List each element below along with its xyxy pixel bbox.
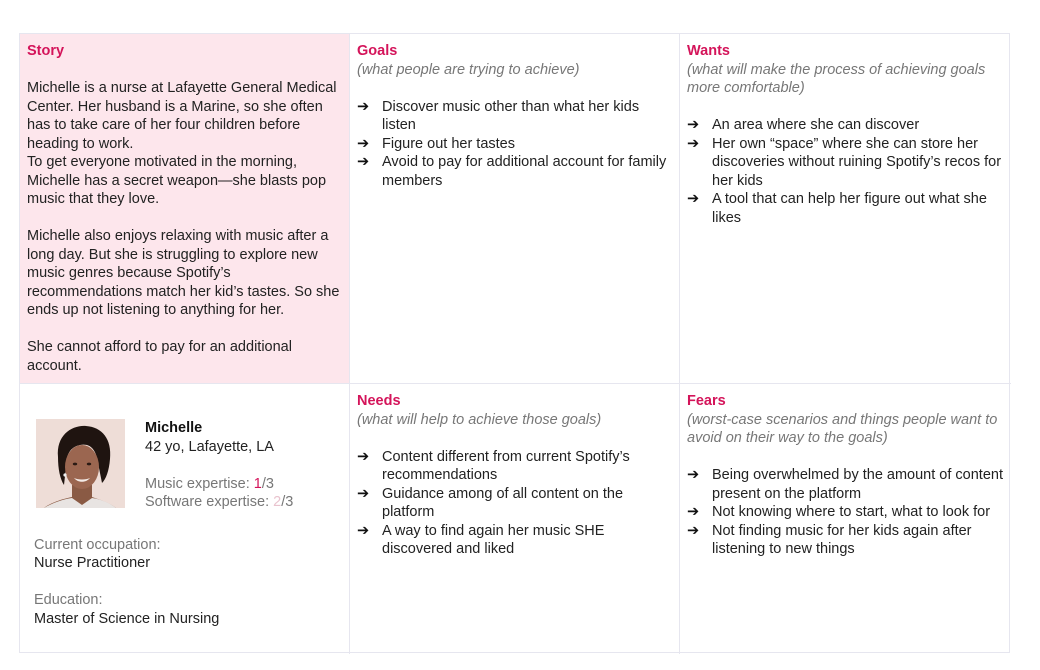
needs-list [357, 448, 672, 559]
persona-age-location: 42 yo, Lafayette, LA [145, 438, 274, 455]
avatar [36, 419, 125, 508]
persona-grid [19, 33, 1010, 653]
needs-subtitle: (what will help to achieve those goals) [357, 411, 602, 428]
needs-title: Needs [357, 393, 401, 409]
wants-list [687, 116, 1004, 227]
wants-title: Wants [687, 43, 730, 59]
wants-subtitle: (what will make the process of achieving goals more comfortable) [687, 61, 986, 96]
profile-details [34, 536, 342, 629]
profile-info [145, 419, 293, 512]
arrow-icon: ➔ [357, 448, 370, 465]
goals-title: Goals [357, 43, 398, 59]
arrow-icon: ➔ [357, 135, 370, 152]
arrow-icon: ➔ [357, 522, 370, 539]
goals-subtitle: (what people are trying to achieve) [357, 61, 580, 78]
list-item: ➔ An area where she can discover [687, 117, 920, 133]
arrow-icon: ➔ [687, 504, 700, 520]
list-item: ➔ A tool that can help her figure out what she likes [687, 191, 987, 226]
list-item: ➔ Content different from current Spotify’s recommendations [357, 448, 630, 483]
arrow-icon: ➔ [357, 485, 370, 502]
story-paragraph: She cannot afford to pay for an additional account. [27, 339, 292, 374]
list-item: ➔ Figure out her tastes [357, 135, 515, 152]
list-item: ➔ A way to find again her music SHE discovered and liked [357, 522, 605, 557]
arrow-icon: ➔ [687, 467, 700, 483]
occupation-label: Current occupation: [34, 536, 161, 553]
goals-list [357, 98, 672, 191]
arrow-icon: ➔ [357, 154, 370, 170]
needs-panel [350, 384, 680, 654]
persona-name: Michelle [145, 420, 203, 436]
profile-panel [20, 384, 350, 654]
occupation-value: Nurse Practitioner [34, 555, 151, 571]
arrow-icon: ➔ [357, 98, 370, 115]
list-item: ➔ Not knowing where to start, what to look for [687, 504, 991, 520]
story-paragraph: Michelle is a nurse at Lafayette General Medical Center. Her husband is a Marine, so she often has to take care of her four children before heading to work. [27, 80, 337, 152]
software-expertise: Software expertise: 2/3 [145, 494, 294, 510]
fears-title: Fears [687, 393, 726, 409]
profile-header [36, 419, 342, 512]
music-expertise: Music expertise: 1/3 [145, 475, 274, 492]
education-value: Master of Science in Nursing [34, 610, 220, 627]
list-item: ➔ Guidance among of all content on the platform [357, 485, 624, 520]
goals-panel [350, 34, 680, 384]
arrow-icon: ➔ [687, 191, 700, 207]
arrow-icon: ➔ [687, 135, 700, 152]
story-title: Story [27, 43, 65, 59]
wants-panel [680, 34, 1011, 384]
list-item: ➔ Avoid to pay for additional account for family members [357, 154, 667, 189]
list-item: ➔ Being overwhelmed by the amount of content present on the platform [687, 467, 1003, 502]
story-panel [20, 34, 350, 384]
list-item: ➔ Discover music other than what her kids listen [357, 98, 640, 133]
education-label: Education: [34, 592, 103, 608]
list-item: ➔ Her own “space” where she can store her discoveries without ruining Spotify’s recos for her kids [687, 135, 1002, 189]
story-paragraph: Michelle also enjoys relaxing with music after a long day. But she is struggling to explore new music genres because Spotify’s recommendations match her kid’s tastes. So she ends up not listening to anything for her. [27, 228, 340, 318]
arrow-icon: ➔ [687, 522, 700, 539]
fears-subtitle: (worst-case scenarios and things people want to avoid on their way to the goals) [687, 411, 998, 446]
fears-list [687, 466, 1004, 559]
list-item: ➔ Not finding music for her kids again after listening to new things [687, 522, 972, 557]
fears-panel [680, 384, 1011, 654]
arrow-icon: ➔ [687, 117, 700, 133]
story-paragraph: To get everyone motivated in the morning, Michelle has a secret weapon—she blasts pop music that they love. [27, 154, 327, 207]
